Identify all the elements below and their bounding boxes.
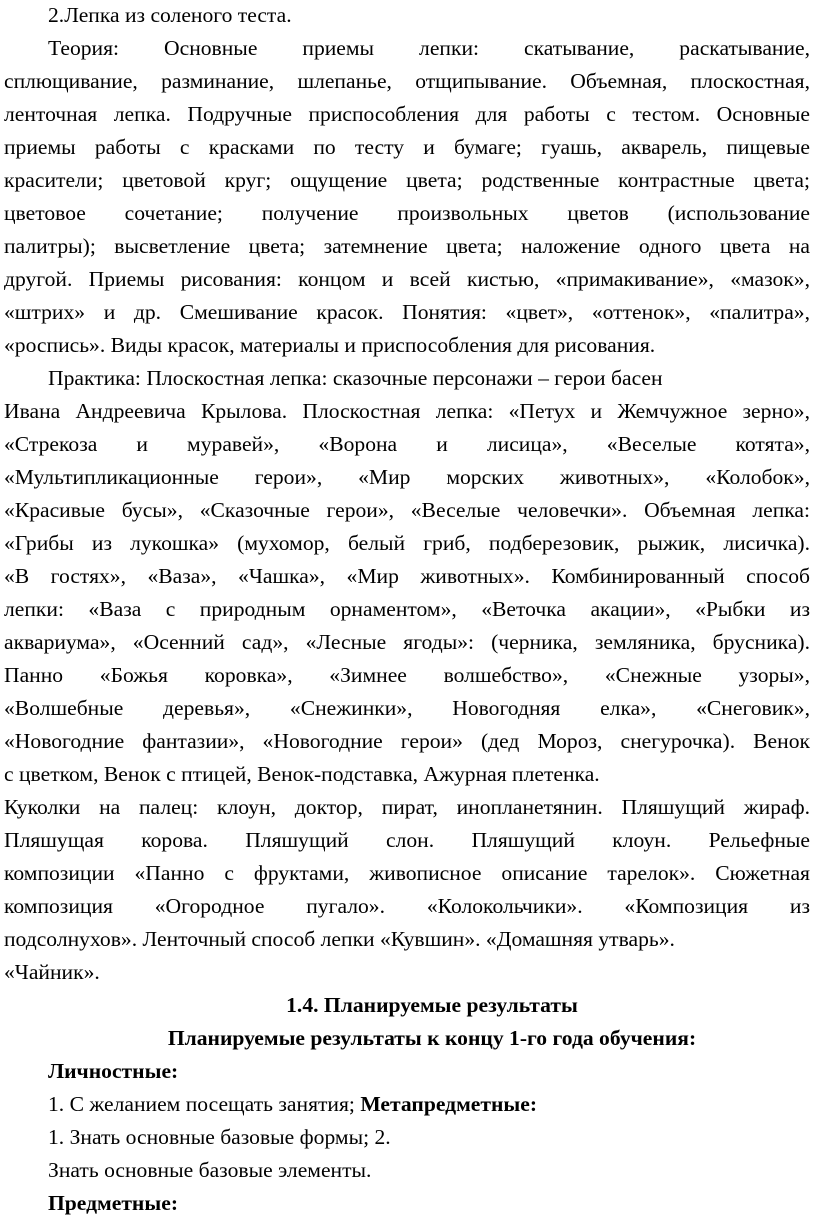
theory-line: «штрих» и др. Смешивание красок. Понятия: «цвет», «оттенок», «палитра», xyxy=(4,300,810,324)
personal-item-text: 1. С желанием посещать занятия; xyxy=(48,1092,361,1116)
subject-label: Предметные: xyxy=(48,1191,179,1215)
results-subheading: Планируемые результаты к концу 1-го года обучения: xyxy=(167,1026,697,1050)
meta-label: Метапредметные: xyxy=(360,1092,538,1116)
dolls-line: подсолнухов». Ленточный способ лепки «Кувшин». «Домашняя утварь». xyxy=(4,927,675,951)
theory-line: ленточная лепка. Подручные приспособления для работы с тестом. Основные xyxy=(4,102,810,126)
meta-item-1: 1. Знать основные базовые формы; 2. xyxy=(48,1125,391,1149)
practice-line: «Волшебные деревья», «Снежинки», Новогодняя елка», «Снеговик», xyxy=(4,696,810,720)
practice-line: «Красивые бусы», «Сказочные герои», «Веселые человечки». Объемная лепка: xyxy=(4,498,810,522)
practice-line: аквариума», «Осенний сад», «Лесные ягоды»: (черника, земляника, брусника). xyxy=(4,630,810,654)
theory-line: «роспись». Виды красок, материалы и приспособления для рисования. xyxy=(4,333,656,357)
practice-line: «Мультипликационные герои», «Мир морских животных», «Колобок», xyxy=(4,465,810,489)
theory-line: сплющивание, разминание, шлепанье, отщипывание. Объемная, плоскостная, xyxy=(4,69,810,93)
personal-item xyxy=(48,1089,810,1119)
dolls-line: композиции «Панно с фруктами, живописное описание тарелок». Сюжетная xyxy=(4,861,810,885)
practice-line: Ивана Андреевича Крылова. Плоскостная лепка: «Петух и Жемчужное зерно», xyxy=(4,399,810,423)
practice-line: «Грибы из лукошка» (мухомор, белый гриб, подберезовик, рыжик, лисичка). xyxy=(4,531,810,555)
theory-line: другой. Приемы рисования: концом и всей кистью, «примакивание», «мазок», xyxy=(4,267,810,291)
dolls-line: Пляшущая корова. Пляшущий слон. Пляшущий клоун. Рельефные xyxy=(4,828,810,852)
results-heading: 1.4. Планируемые результаты xyxy=(286,993,578,1017)
meta-item-2: Знать основные базовые элементы. xyxy=(48,1158,372,1182)
practice-line: «В гостях», «Ваза», «Чашка», «Мир животных». Комбинированный способ xyxy=(4,564,810,588)
theory-line: красители; цветовой круг; ощущение цвета; родственные контрастные цвета; xyxy=(4,168,810,192)
section-heading: 2.Лепка из соленого теста. xyxy=(48,3,292,27)
theory-line: палитры); высветление цвета; затемнение цвета; наложение одного цвета на xyxy=(4,234,810,258)
theory-line: цветовое сочетание; получение произвольных цветов (использование xyxy=(4,201,810,225)
theory-line: приемы работы с красками по тесту и бумаге; гуашь, акварель, пищевые xyxy=(4,135,810,159)
practice-line: лепки: «Ваза с природным орнаментом», «Веточка акации», «Рыбки из xyxy=(4,597,810,621)
practice-line: с цветком, Венок с птицей, Венок-подставка, Ажурная плетенка. xyxy=(4,762,600,786)
practice-line: «Новогодние фантазии», «Новогодние герои» (дед Мороз, снегурочка). Венок xyxy=(4,729,810,753)
dolls-line: композиция «Огородное пугало». «Колокольчики». «Композиция из xyxy=(4,894,810,918)
practice-line: Практика: Плоскостная лепка: сказочные персонажи – герои басен xyxy=(48,366,663,390)
theory-line: Теория: Основные приемы лепки: скатывание, раскатывание, xyxy=(48,36,810,60)
dolls-line: «Чайник». xyxy=(4,960,100,984)
practice-line: «Стрекоза и муравей», «Ворона и лисица», «Веселые котята», xyxy=(4,432,810,456)
dolls-line: Куколки на палец: клоун, доктор, пират, инопланетянин. Пляшущий жираф. xyxy=(4,795,810,819)
practice-line: Панно «Божья коровка», «Зимнее волшебство», «Снежные узоры», xyxy=(4,663,810,687)
personal-label: Личностные: xyxy=(48,1059,179,1083)
